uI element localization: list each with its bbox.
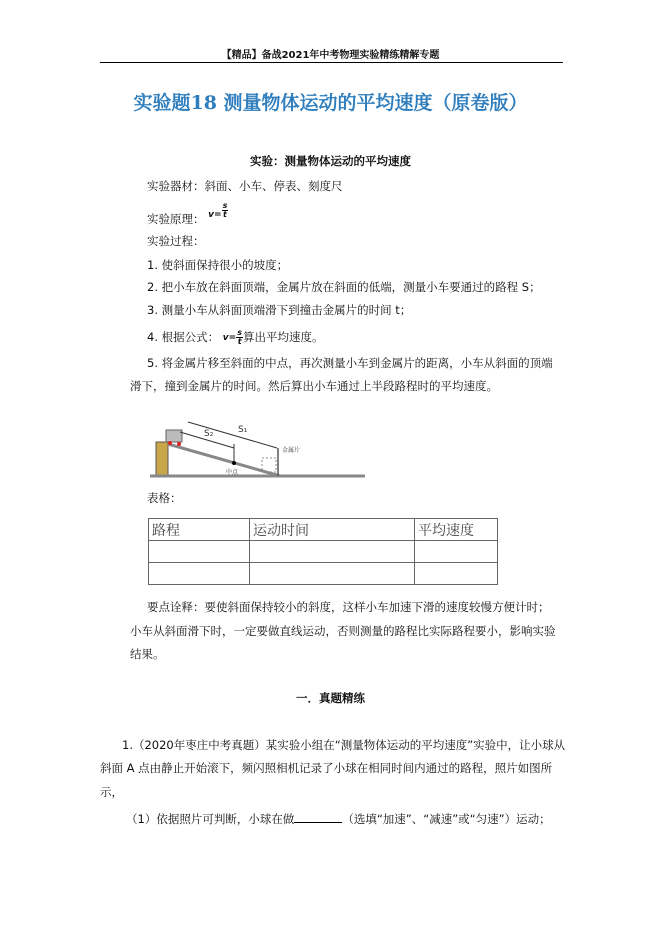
section2-heading: 一．真题精练 (296, 691, 365, 705)
equipment: 实验器材：斜面、小车、停表、刻度尺 (147, 179, 343, 193)
page-title: 实验题18 测量物体运动的平均速度（原卷版） (133, 92, 528, 114)
note-line-2: 小车从斜面滑下时，一定要做直线运动，否则测量的路程比实际路程要小，影响实验 (130, 624, 556, 638)
svg-text:S₂: S₂ (204, 429, 214, 439)
data-table (148, 518, 498, 585)
q1-sub-1: （1）依据照片可判断，小球在做 （选填“加速”、“减速”或“匀速”）运动； (126, 812, 551, 826)
cart (166, 430, 182, 442)
q1-line-1: 1.（2020年枣庄中考真题）某实验小组在“测量物体运动的平均速度”实验中，让小球从 (122, 738, 566, 752)
formula-fraction: $\frac{s}{t}$ (222, 201, 228, 219)
principle-label: 实验原理： (147, 212, 205, 226)
table-row (149, 563, 498, 585)
note-line-3: 结果。 (130, 647, 165, 661)
s1-arrow (188, 422, 277, 448)
table-header-row (149, 519, 498, 541)
step-5-cont: 滑下，撞到金属片的时间。然后算出小车通过上半段路程时的平均速度。 (130, 379, 498, 393)
q1-line-3: 示， (100, 785, 123, 799)
incline (168, 444, 280, 476)
step-3: 3. 测量小车从斜面顶端滑下到撞击金属片的时间 t； (147, 303, 412, 317)
answer-blank[interactable] (294, 812, 342, 823)
page-header: 【精品】备战2021年中考物理实验精练精解专题 (221, 50, 440, 61)
svg-text:金属片: 金属片 (282, 447, 301, 454)
step-2: 2. 把小车放在斜面顶端，金属片放在斜面的低端，测量小车要通过的路程 S； (147, 280, 541, 294)
formula-fraction: $\frac{s}{t}$ (237, 328, 242, 346)
note-line-1: 要点诠释：要使斜面保持较小的斜度，这样小车加速下滑的速度较慢方便计时； (147, 600, 550, 614)
incline-diagram (150, 408, 370, 478)
step-4: 4. 根据公式： v= $\frac{s}{t}$ 算出平均速度。 (147, 328, 324, 346)
svg-text:中点: 中点 (226, 469, 239, 476)
header-distance: 路程 (149, 519, 250, 541)
section-heading: 实验：测量物体运动的平均速度 (250, 154, 411, 168)
svg-text:S₁: S₁ (238, 425, 248, 435)
step-1: 1. 使斜面保持很小的坡度； (147, 258, 289, 272)
formula: v= (208, 210, 222, 220)
q1-line-2: 斜面 A 点由静止开始滚下，频闪照相机记录了小球在相同时间内通过的路程，照片如图所 (100, 761, 553, 775)
table-row (149, 541, 498, 563)
header-rule (100, 62, 563, 63)
midpoint-dot (232, 461, 236, 465)
support-block (156, 442, 168, 476)
step-5: 5. 将金属片移至斜面的中点，再次测量小车到金属片的距离，小车从斜面的顶端 (147, 356, 553, 370)
header-speed: 平均速度 (415, 519, 498, 541)
process-label: 实验过程： (147, 234, 205, 248)
table-label: 表格： (147, 491, 182, 505)
principle (147, 202, 228, 227)
formula: v= (222, 332, 237, 343)
header-time: 运动时间 (250, 519, 415, 541)
